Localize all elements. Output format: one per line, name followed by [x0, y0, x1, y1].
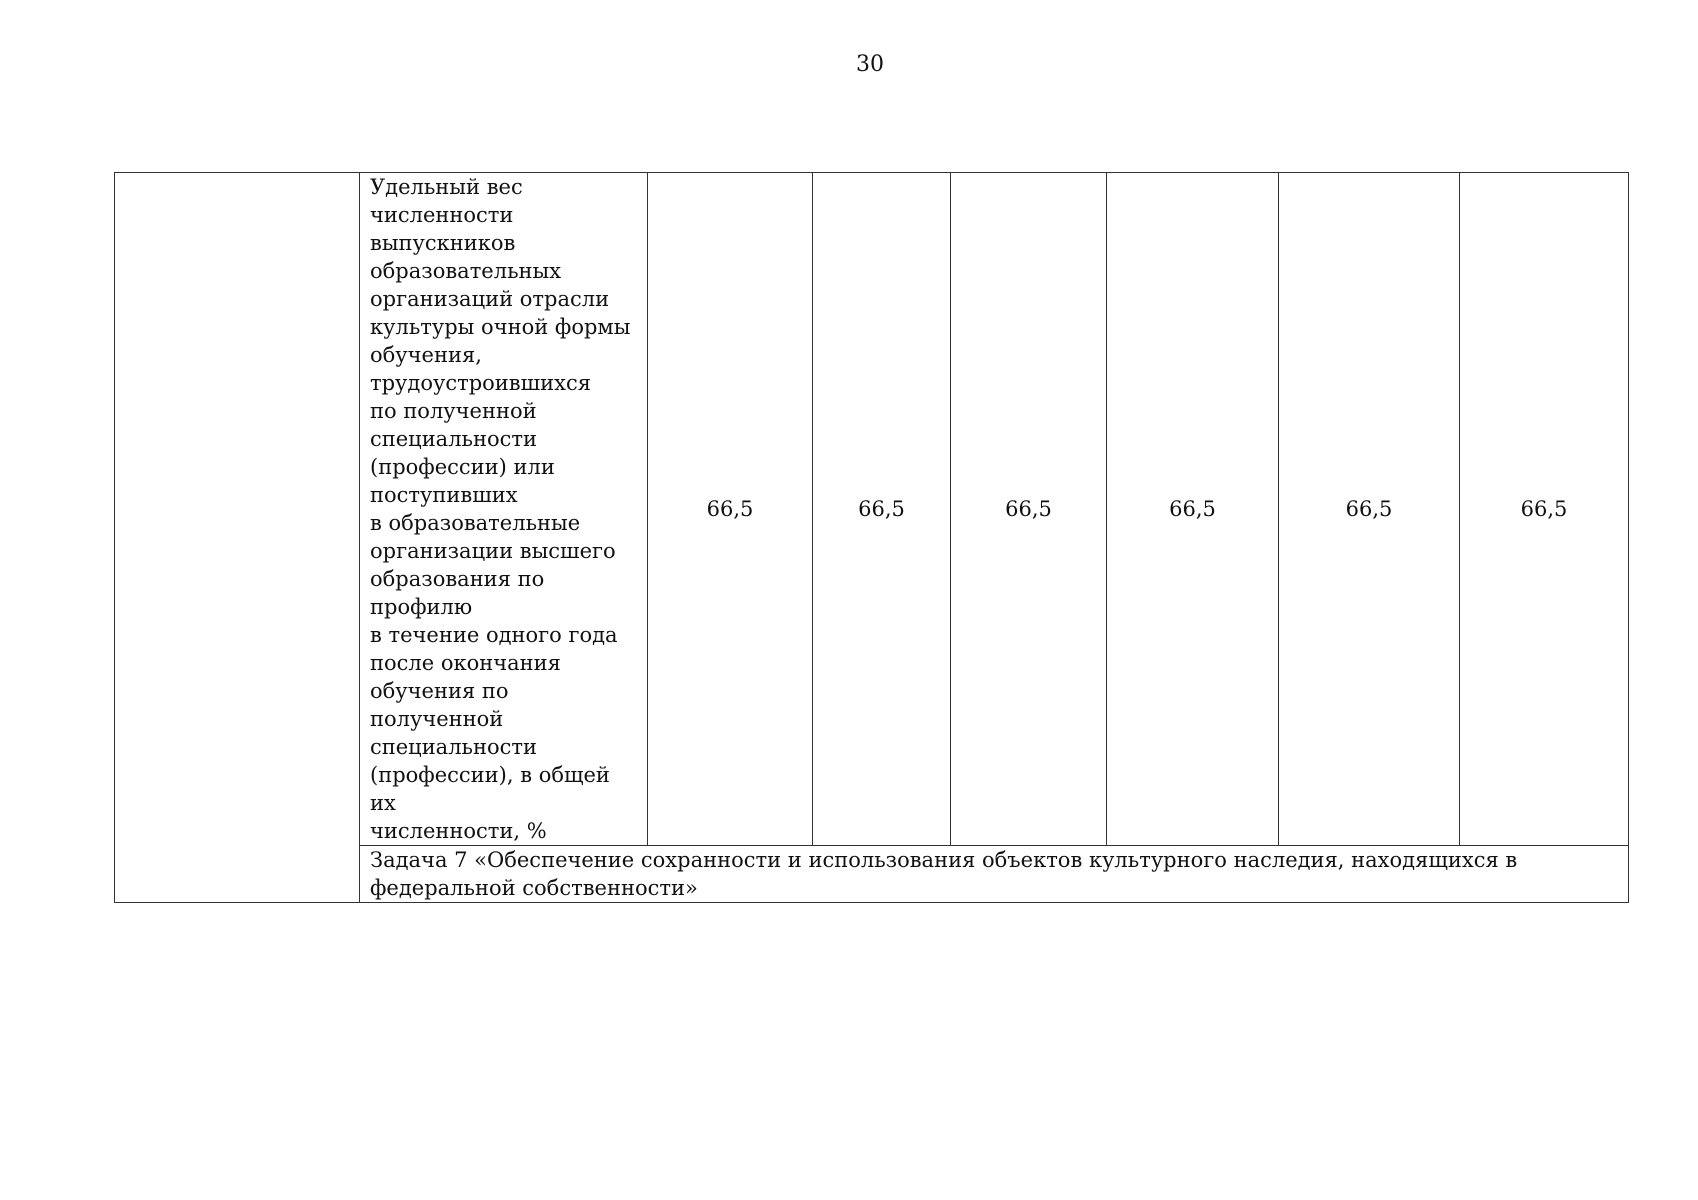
value-cell-6: 66,5	[1460, 173, 1629, 846]
empty-cell	[115, 173, 360, 903]
indicator-table	[114, 172, 1629, 903]
value-cell-1: 66,5	[648, 173, 813, 846]
value-cell-4: 66,5	[1107, 173, 1279, 846]
indicator-name-cell: Удельный вес численности выпускников образовательных организаций отрасли культуры очной формы обучения, трудоустроившихся по полученной специальности (профессии) или поступивших в образовательные организации высшего образования по профилю в течение одного года после окончания обучения по полученной специальности (профессии), в общей их численности, %	[360, 173, 648, 846]
page-number: 30	[856, 52, 884, 77]
value-cell-5: 66,5	[1279, 173, 1460, 846]
value-cell-3: 66,5	[951, 173, 1107, 846]
value-cell-2: 66,5	[813, 173, 951, 846]
task-heading-cell: Задача 7 «Обеспечение сохранности и использования объектов культурного наследия, находящихся в федеральной собственности»	[360, 846, 1629, 903]
table-row	[115, 173, 1629, 846]
